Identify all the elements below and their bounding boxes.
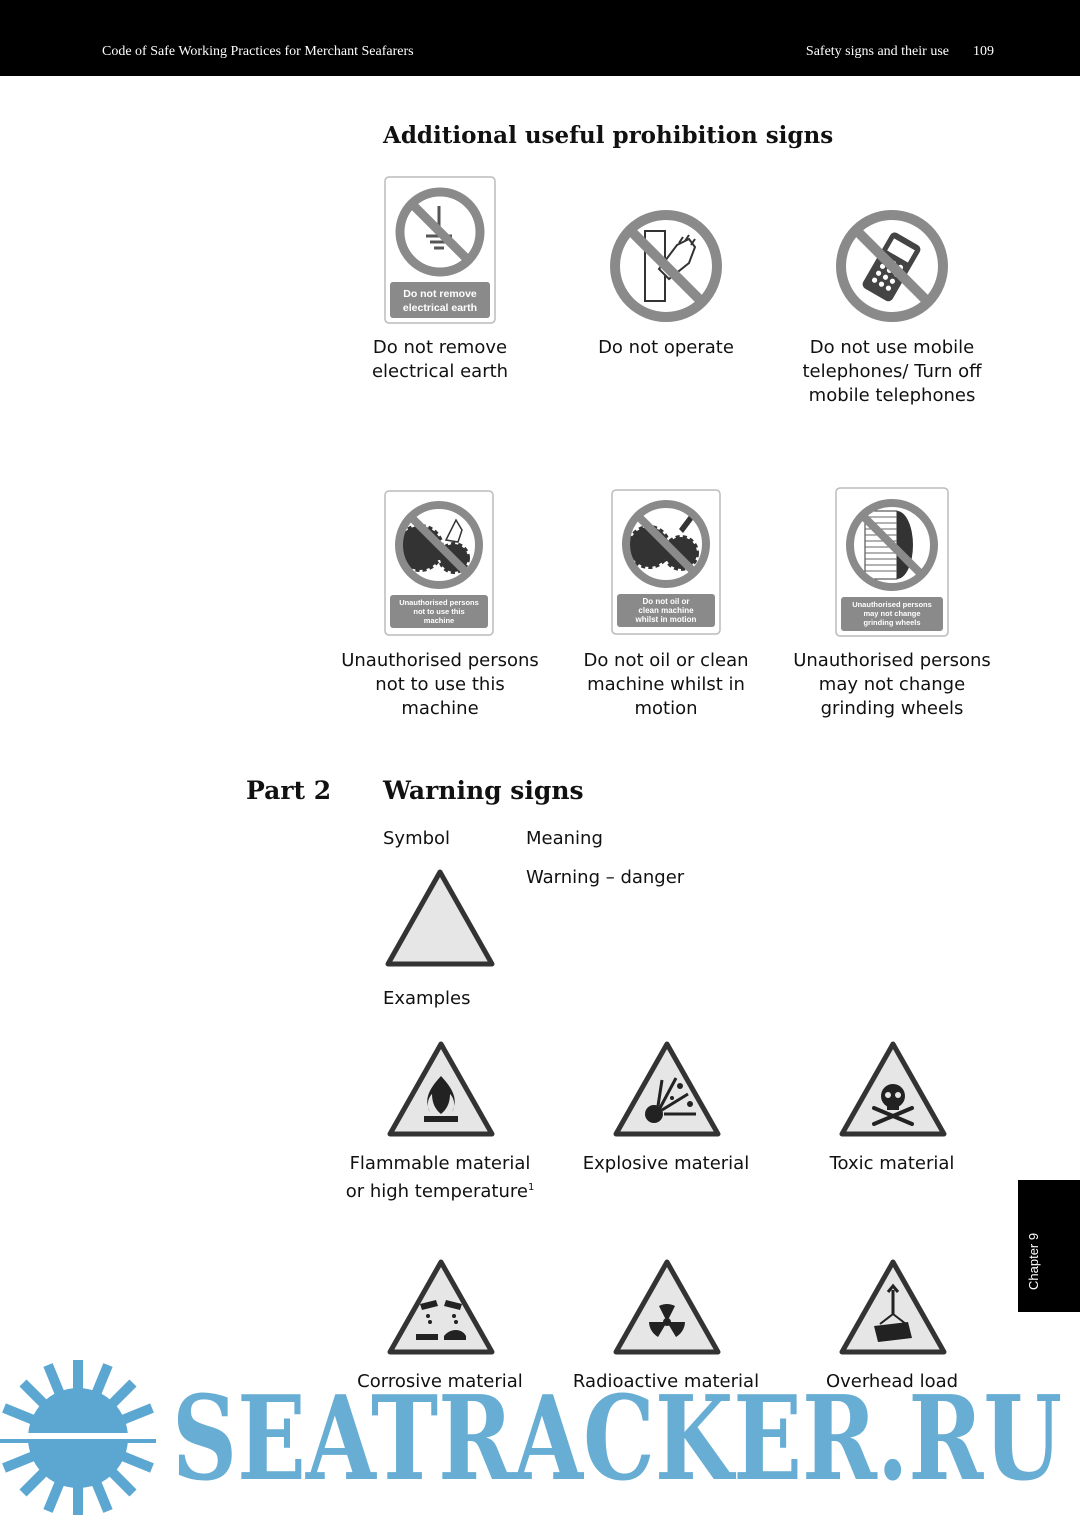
meaning-header: Meaning — [526, 828, 603, 849]
example-caption — [340, 1152, 540, 1204]
skull-crossbones-icon — [836, 1038, 950, 1140]
corrosive-icon — [384, 1256, 498, 1358]
sign-caption: Do not oil or clean machine whilst in motion — [583, 650, 749, 719]
footnote-marker: 1 — [527, 1182, 535, 1193]
plate-line-2: electrical earth — [402, 302, 478, 314]
plate-line-3: whilst in motion — [635, 615, 697, 624]
header-title: Code of Safe Working Practices for Merchant Seafarers — [102, 44, 414, 59]
header-section — [806, 44, 994, 60]
chapter-tab-label: Chapter 9 — [1026, 1232, 1041, 1290]
watermark — [0, 1355, 1080, 1515]
sign-caption: Unauthorised persons may not change grinding wheels — [793, 650, 991, 719]
plate-line-2: clean machine — [638, 606, 694, 615]
plate-line-2: not to use this — [413, 607, 465, 616]
radiation-icon — [610, 1256, 724, 1358]
hand-switch-icon — [609, 209, 723, 323]
sign-caption: Do not remove electrical earth — [371, 337, 509, 382]
grinding-wheel-icon — [835, 487, 949, 637]
example-caption: Corrosive material — [357, 1371, 523, 1392]
warning-title: Warning signs — [383, 776, 584, 805]
example-caption-text: Flammable material or high temperature — [345, 1153, 531, 1202]
oil-gears-icon — [611, 489, 721, 635]
plate-line-1: Unauthorised persons — [399, 598, 479, 607]
overhead-load-icon — [836, 1256, 950, 1358]
plate-line-1: Do not remove — [403, 288, 477, 300]
symbol-header: Symbol — [383, 828, 451, 849]
flame-icon — [384, 1038, 498, 1140]
part-label: Part 2 — [246, 776, 332, 805]
sun-logo — [0, 1360, 160, 1515]
example-caption: Explosive material — [582, 1153, 750, 1174]
plate-line-1: Unauthorised persons — [852, 600, 932, 609]
earth-symbol-icon — [384, 176, 496, 324]
header-section-title: Safety signs and their use — [805, 44, 949, 59]
explosion-icon — [610, 1038, 724, 1140]
page-header — [0, 0, 1080, 76]
mobile-phone-icon — [835, 209, 949, 323]
example-caption: Radioactive material — [572, 1371, 760, 1392]
sign-caption: Do not operate — [598, 337, 734, 358]
page-number: 109 — [973, 44, 994, 59]
sign-caption: Do not use mobile telephones/ Turn off mobile telephones — [802, 337, 982, 406]
plate-line-3: grinding wheels — [863, 618, 921, 627]
prohibition-title: Additional useful prohibition signs — [383, 122, 834, 149]
saw-blade-icon — [384, 490, 494, 636]
meaning-value: Warning – danger — [526, 867, 685, 888]
example-caption: Overhead load — [825, 1371, 959, 1392]
example-caption: Toxic material — [829, 1153, 955, 1174]
sign-caption: Unauthorised persons not to use this machine — [341, 650, 539, 719]
examples-label: Examples — [383, 988, 471, 1009]
watermark-text: SEATRACKER.RU — [172, 1371, 1062, 1507]
plate-line-3: machine — [423, 616, 455, 625]
plate-line-1: Do not oil or — [642, 597, 690, 606]
chapter-tab — [1018, 1180, 1080, 1312]
warning-triangle-icon — [382, 866, 498, 970]
plate-line-2: may not change — [863, 609, 921, 618]
